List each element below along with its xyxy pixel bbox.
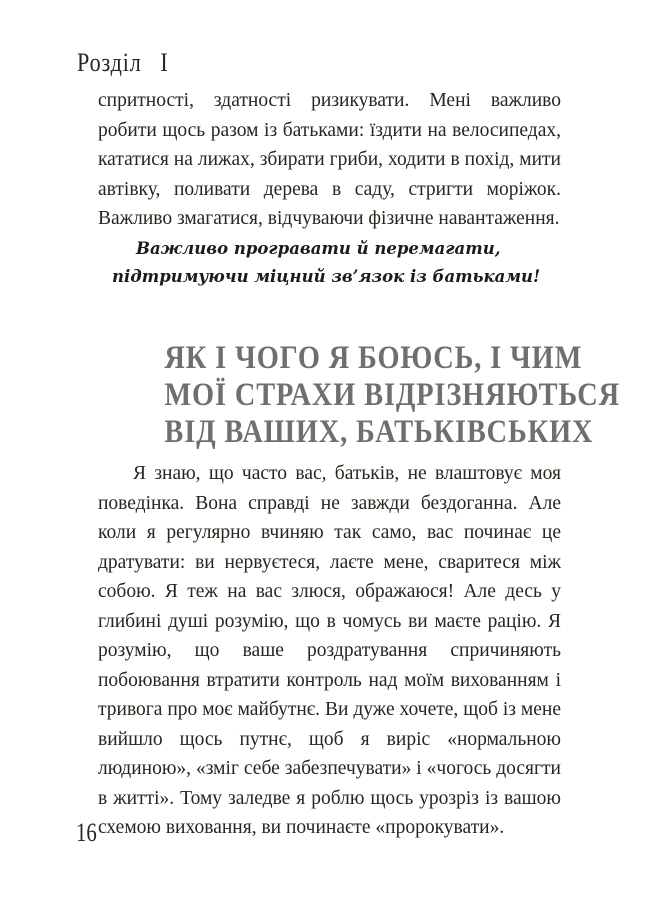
page-number: 16 — [76, 818, 97, 847]
paragraph-text: Я знаю, що часто вас, батьків, не влаштовує моя поведінка. Вона справді не завжди бездоганна. Але коли я регулярно вчиняю так само, вас починає це дратувати: ви нервуєтеся, лаєте мене, сваритеся між собою. Я теж на вас злюся, ображаюся! Але десь у глибині душі розумію, що в чомусь ви маєте рацію. Я розумію, що ваше роздратування спричиняють побоювання втратити контроль над моїм вихованням і тривога про моє майбутнє. Ви дуже хочете, щоб із мене вийшло щось путнє, щоб я виріс «нормальною людиною», «зміг себе забезпечувати» і «чогось досягти в житті». Тому заледве я роблю щось урозріз із вашою схемою виховання, ви починаєте «пророкувати». — [98, 463, 561, 838]
chapter-label: Розділ — [77, 48, 142, 77]
section-paragraph — [98, 459, 561, 843]
heading-line: МОЇ СТРАХИ ВІДРІЗНЯЮТЬСЯ — [164, 377, 620, 413]
paragraph-continued — [98, 86, 561, 234]
section-heading — [164, 340, 620, 451]
paragraph-text: спритності, здатності ризикувати. Мені важливо робити щось разом із батьками: їздити на велосипедах, кататися на лижах, збирати гриби, ходити в похід, мити автівку, поливати дерева в саду, стригти моріжок. Важливо змагатися, відчуваючи фізичне навантаження. — [98, 90, 561, 229]
heading-line: ВІД ВАШИХ, БАТЬКІВСЬКИХ — [164, 414, 594, 450]
running-head — [77, 48, 169, 78]
chapter-number: I — [160, 48, 169, 77]
emphasis-text: Важливо програвати й перемагати, підтримуючи міцний зв’язок із батьками! — [112, 239, 541, 286]
emphasis-callout — [112, 235, 562, 291]
heading-line: ЯК І ЧОГО Я БОЮСЬ, І ЧИМ — [164, 340, 583, 376]
